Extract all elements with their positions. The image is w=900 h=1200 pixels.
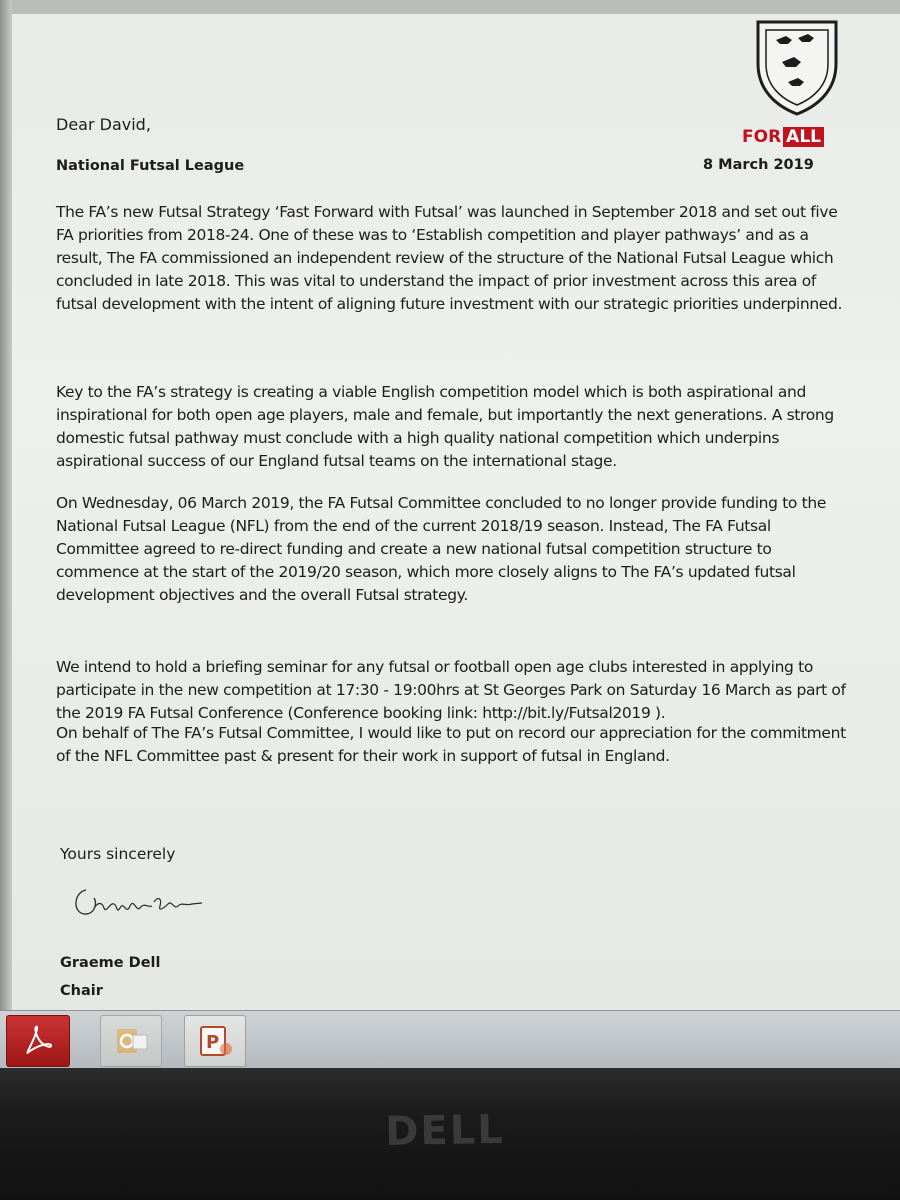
paragraph-strategy: The FA’s new Futsal Strategy ‘Fast Forward with Futsal’ was launched in September 2018 and set out five FA priorities from 2018-24. One of these was to ‘Establish competition and player pathways’ and as a result, The FA commissioned an independent review of the structure of the National Futsal League which concluded in late 2018. This was vital to understand the impact of prior investment across this area of futsal development with the intent of aligning future investment with our strategic priorities underpinned.: [56, 203, 843, 313]
paragraph-briefing-seminar: We intend to hold a briefing seminar for any futsal or football open age clubs interested in applying to participate in the new competition at 17:30 - 19:00hrs at St Georges Park on Saturday 16 March as part of the 2019 FA Futsal Conference (Conference booking link: http://bit.ly/Futsal2019 ).: [56, 658, 846, 722]
letter-subject: National Futsal League: [56, 158, 245, 174]
paragraph-competition-model: Key to the FA’s strategy is creating a viable English competition model which is both aspirational and inspirational for both open age players, male and female, but importantly the next generations. A strong domestic futsal pathway must conclude with a high quality national competition which underpins aspirational success of our England futsal teams on the international stage.: [56, 383, 834, 470]
dell-logo: DELL: [384, 1106, 506, 1156]
powerpoint-icon[interactable]: [184, 1015, 246, 1067]
pdf-icon[interactable]: [6, 1015, 70, 1067]
svg-text:P: P: [206, 1032, 220, 1053]
closing: Yours sincerely: [60, 845, 176, 863]
signer-name: Graeme Dell: [60, 955, 161, 971]
window-top-edge: [0, 0, 900, 14]
window-left-edge: [0, 0, 12, 1010]
outlook-icon[interactable]: [100, 1015, 162, 1067]
for-all-logo: [742, 126, 824, 148]
signature-image: [64, 868, 214, 928]
fa-crest-icon: [748, 18, 846, 116]
paragraph-appreciation: On behalf of The FA’s Futsal Committee, I would like to put on record our appreciation for the commitment of the NFL Committee past & present for their work in support of futsal in England.: [56, 724, 846, 765]
taskbar: [0, 1010, 900, 1069]
letter-date: 8 March 2019: [703, 157, 814, 173]
for-all-for-text: FOR: [742, 127, 782, 147]
paragraph-funding-decision: On Wednesday, 06 March 2019, the FA Futsal Committee concluded to no longer provide funding to the National Futsal League (NFL) from the end of the current 2018/19 season. Instead, The FA Futsal Committee agreed to re-direct funding and create a new national futsal competition structure to commence at the start of the 2019/20 season, which more closely aligns to The FA’s updated futsal development objectives and the overall Futsal strategy.: [56, 494, 827, 604]
signer-title: Chair: [60, 983, 103, 999]
for-all-all-text: ALL: [783, 127, 824, 147]
salutation: Dear David,: [56, 115, 151, 134]
